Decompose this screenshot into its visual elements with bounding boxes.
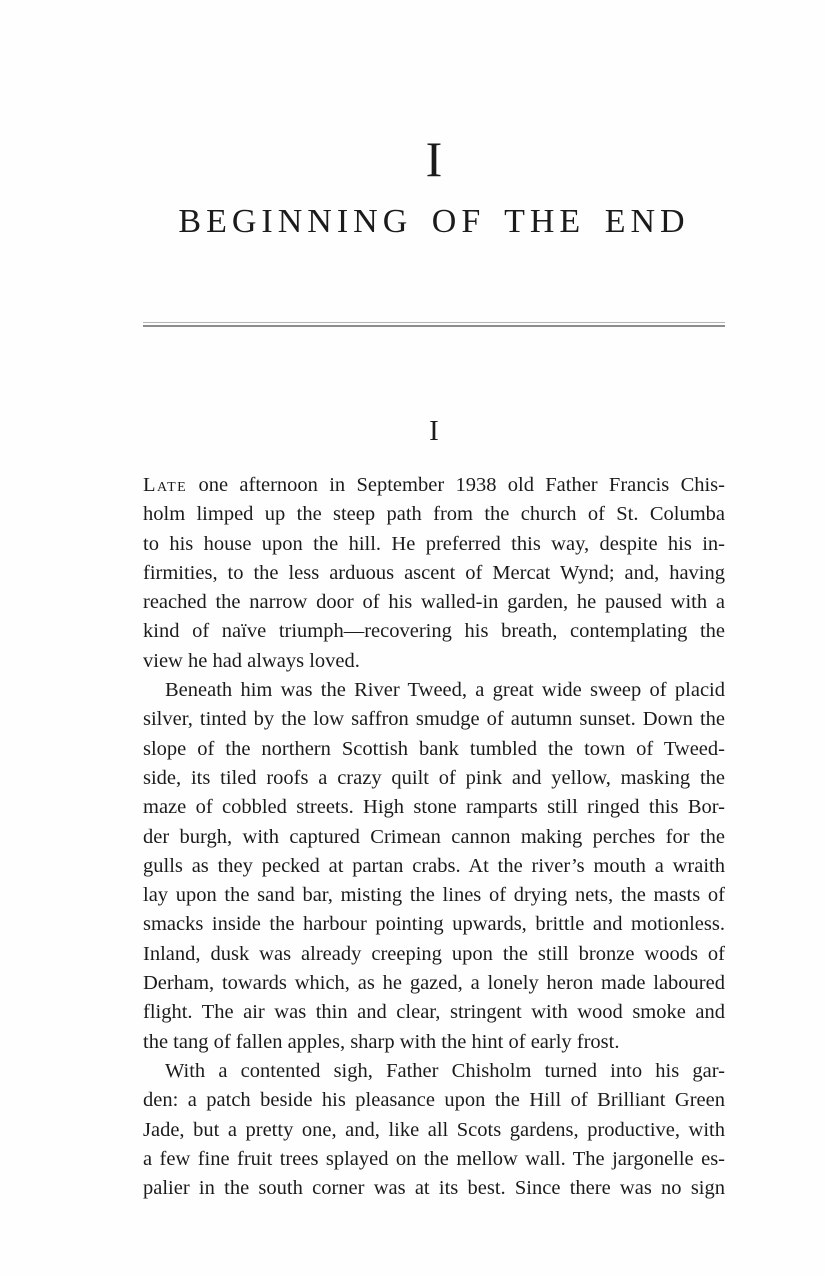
text-line: smacks inside the harbour pointing upwards, brittle and motionless. <box>143 913 725 936</box>
section-number: I <box>429 415 439 447</box>
text-line: palier in the south corner was at its best. Since there was no sign <box>143 1177 725 1200</box>
text-line: Derham, towards which, as he gazed, a lonely heron made laboured <box>143 972 725 995</box>
paragraph <box>143 471 725 676</box>
text-line: kind of naïve triumph—recovering his breath, contemplating the <box>143 620 725 643</box>
divider-rule <box>143 322 725 327</box>
small-caps-lead: Late <box>143 474 188 496</box>
chapter-number: I <box>425 131 443 187</box>
paragraph <box>143 676 725 1057</box>
text-line: Jade, but a pretty one, and, like all Scots gardens, productive, with <box>143 1118 725 1141</box>
text-line: Inland, dusk was already creeping upon the still bronze woods of <box>143 942 725 965</box>
text-line: slope of the northern Scottish bank tumbled the town of Tweed- <box>143 737 725 760</box>
text-line: silver, tinted by the low saffron smudge of autumn sunset. Down the <box>143 708 725 731</box>
text-line: maze of cobbled streets. High stone ramparts still ringed this Bor- <box>143 796 725 819</box>
text-line: side, its tiled roofs a crazy quilt of pink and yellow, masking the <box>143 766 725 789</box>
text-line: a few fine fruit trees splayed on the mellow wall. The jargonelle es- <box>143 1147 725 1170</box>
paragraph <box>143 1057 725 1203</box>
text-line: den: a patch beside his pleasance upon the Hill of Brilliant Green <box>143 1089 725 1112</box>
chapter-title: BEGINNING OF THE END <box>178 203 690 240</box>
text-line: flight. The air was thin and clear, stringent with wood smoke and <box>143 1001 725 1024</box>
text-line: With a contented sigh, Father Chisholm turned into his gar- <box>165 1059 725 1082</box>
text-line: to his house upon the hill. He preferred this way, despite his in- <box>143 532 725 555</box>
text-line: Beneath him was the River Tweed, a great wide sweep of placid <box>165 679 725 702</box>
text-line: Late one afternoon in September 1938 old Father Francis Chis- <box>143 474 725 496</box>
text-line: der burgh, with captured Crimean cannon making perches for the <box>143 825 725 848</box>
text-line: view he had always loved. <box>143 649 360 672</box>
text-line: holm limped up the steep path from the church of St. Columba <box>143 503 725 526</box>
body-text <box>143 471 725 1203</box>
text-line: reached the narrow door of his walled-in garden, he paused with a <box>143 591 725 614</box>
text-line: firmities, to the less arduous ascent of Mercat Wynd; and, having <box>143 561 725 584</box>
text-line: gulls as they pecked at partan crabs. At the river’s mouth a wraith <box>143 854 725 877</box>
text-line: the tang of fallen apples, sharp with the hint of early frost. <box>143 1030 620 1053</box>
text-line: lay upon the sand bar, misting the lines of drying nets, the masts of <box>143 884 725 907</box>
